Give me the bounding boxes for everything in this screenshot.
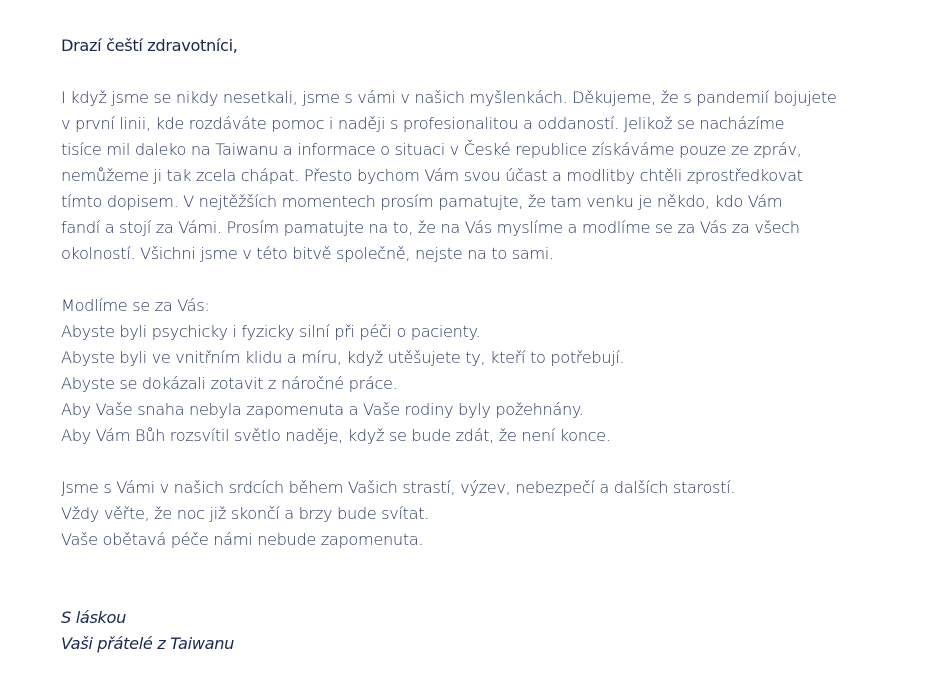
paragraph-line: tisíce mil daleko na Taiwanu a informace o situaci v České republice získáváme pouze ze zpráv, (61, 140, 802, 159)
letter-greeting: Drazí čeští zdravotníci, (61, 36, 238, 55)
paragraph-line: I když jsme se nikdy nesetkali, jsme s vámi v našich myšlenkách. Děkujeme, že s pandemií bojujete (61, 88, 837, 107)
prayer-item: Abyste byli psychicky i fyzicky silní při péči o pacienty. (61, 322, 481, 341)
prayer-intro: Modlíme se za Vás: (61, 296, 210, 315)
closing-line: Vaše obětavá péče námi nebude zapomenuta. (61, 530, 424, 549)
prayer-item: Abyste byli ve vnitřním klidu a míru, když utěšujete ty, kteří to potřebují. (61, 348, 625, 367)
prayer-item: Aby Vaše snaha nebyla zapomenuta a Vaše rodiny byly požehnány. (61, 400, 584, 419)
spacer (61, 267, 871, 293)
paragraph-gratitude (61, 85, 871, 267)
signature-salutation: S láskou (61, 608, 127, 627)
prayer-item: Abyste se dokázali zotavit z náročné práce. (61, 374, 398, 393)
spacer (61, 59, 871, 85)
prayer-item: Aby Vám Bůh rozsvítil světlo naděje, když se bude zdát, že není konce. (61, 426, 611, 445)
spacer (61, 449, 871, 475)
signature-sender: Vaši přátelé z Taiwanu (61, 634, 235, 653)
paragraph-line: fandí a stojí za Vámi. Prosím pamatujte na to, že na Vás myslíme a modlíme se za Vás za všech (61, 218, 800, 237)
closing-paragraph (61, 475, 871, 553)
letter (61, 33, 871, 657)
closing-line: Jsme s Vámi v našich srdcích během Vašich strastí, výzev, nebezpečí a dalších starostí. (61, 478, 736, 497)
paragraph-line: v první linii, kde rozdáváte pomoc i naději s profesionalitou a oddaností. Jelikož se nacházíme (61, 114, 785, 133)
paragraph-line: nemůžeme ji tak zcela chápat. Přesto bychom Vám svou účast a modlitby chtěli zprostředkovat (61, 166, 803, 185)
closing-line: Vždy věřte, že noc již skončí a brzy bude svítat. (61, 504, 429, 523)
spacer (61, 553, 871, 605)
prayer-list (61, 293, 871, 449)
paragraph-line: okolností. Všichni jsme v této bitvě společně, nejste na to sami. (61, 244, 554, 263)
signature (61, 605, 871, 657)
paragraph-line: tímto dopisem. V nejtěžších momentech prosím pamatujte, že tam venku je někdo, kdo Vám (61, 192, 783, 211)
